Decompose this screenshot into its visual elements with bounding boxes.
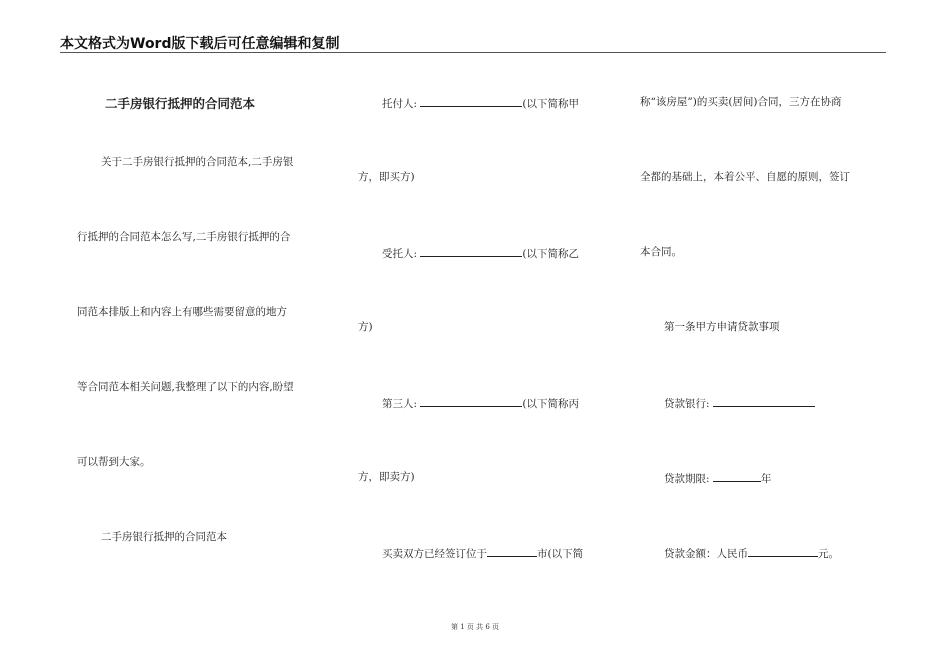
agreement-line-3: 本合同。 — [640, 246, 682, 258]
agreement-line-2: 全都的基础上，本着公平、自愿的原则，签订 — [640, 171, 850, 183]
party-b-line — [382, 245, 579, 261]
property-location-line — [382, 545, 583, 561]
party-a-label: 托付人: — [382, 98, 418, 110]
property-location-label: 买卖双方已经签订位于 — [382, 548, 487, 560]
property-location-suffix: 市(以下简 — [537, 548, 584, 560]
loan-bank-line — [664, 395, 815, 411]
intro-line-3: 同范本排版上和内容上有哪些需要留意的地方 — [77, 306, 287, 318]
party-b-suffix: (以下简称乙 — [522, 248, 579, 260]
party-b-blank — [420, 245, 522, 257]
page-number: 第 1 页 共 6 页 — [450, 623, 500, 631]
party-c-label: 第三人: — [382, 398, 418, 410]
city-blank — [487, 545, 537, 557]
party-a-blank — [420, 95, 522, 107]
party-b-continuation: 方) — [358, 321, 373, 333]
loan-amount-unit: 元。 — [818, 548, 839, 560]
intro-line-2: 行抵押的合同范本怎么写,二手房银行抵押的合 — [77, 231, 291, 243]
intro-line-1: 关于二手房银行抵押的合同范本,二手房银 — [101, 156, 294, 168]
loan-bank-blank — [713, 395, 815, 407]
contract-subheading: 二手房银行抵押的合同范本 — [101, 531, 227, 543]
party-a-continuation: 方，即买方) — [358, 171, 415, 183]
loan-term-blank — [713, 470, 761, 482]
intro-line-4: 等合同范本相关问题,我整理了以下的内容,盼望 — [77, 381, 294, 393]
party-c-suffix: (以下简称丙 — [522, 398, 579, 410]
loan-amount-blank — [748, 545, 818, 557]
document-title: 二手房银行抵押的合同范本 — [105, 96, 256, 111]
loan-term-label: 贷款期限: — [664, 473, 710, 485]
loan-term-unit: 年 — [760, 473, 772, 485]
header-divider — [60, 52, 886, 53]
intro-line-5: 可以帮到大家。 — [77, 456, 151, 468]
loan-amount-line — [664, 545, 839, 561]
loan-term-line — [664, 470, 771, 486]
loan-amount-label: 贷款金额：人民币 — [664, 548, 748, 560]
agreement-line-1: 称“该房屋”)的买卖(居间)合同，三方在协商 — [640, 96, 842, 108]
section-1-heading: 第一条甲方申请贷款事项 — [664, 321, 780, 333]
party-a-suffix: (以下简称甲 — [522, 98, 579, 110]
loan-bank-label: 贷款银行: — [664, 398, 710, 410]
party-b-label: 受托人: — [382, 248, 418, 260]
party-a-line — [382, 95, 579, 111]
document-header-title: 本文格式为Word版下载后可任意编辑和复制 — [60, 36, 340, 52]
party-c-line — [382, 395, 579, 411]
party-c-continuation: 方，即卖方) — [358, 471, 415, 483]
party-c-blank — [420, 395, 522, 407]
